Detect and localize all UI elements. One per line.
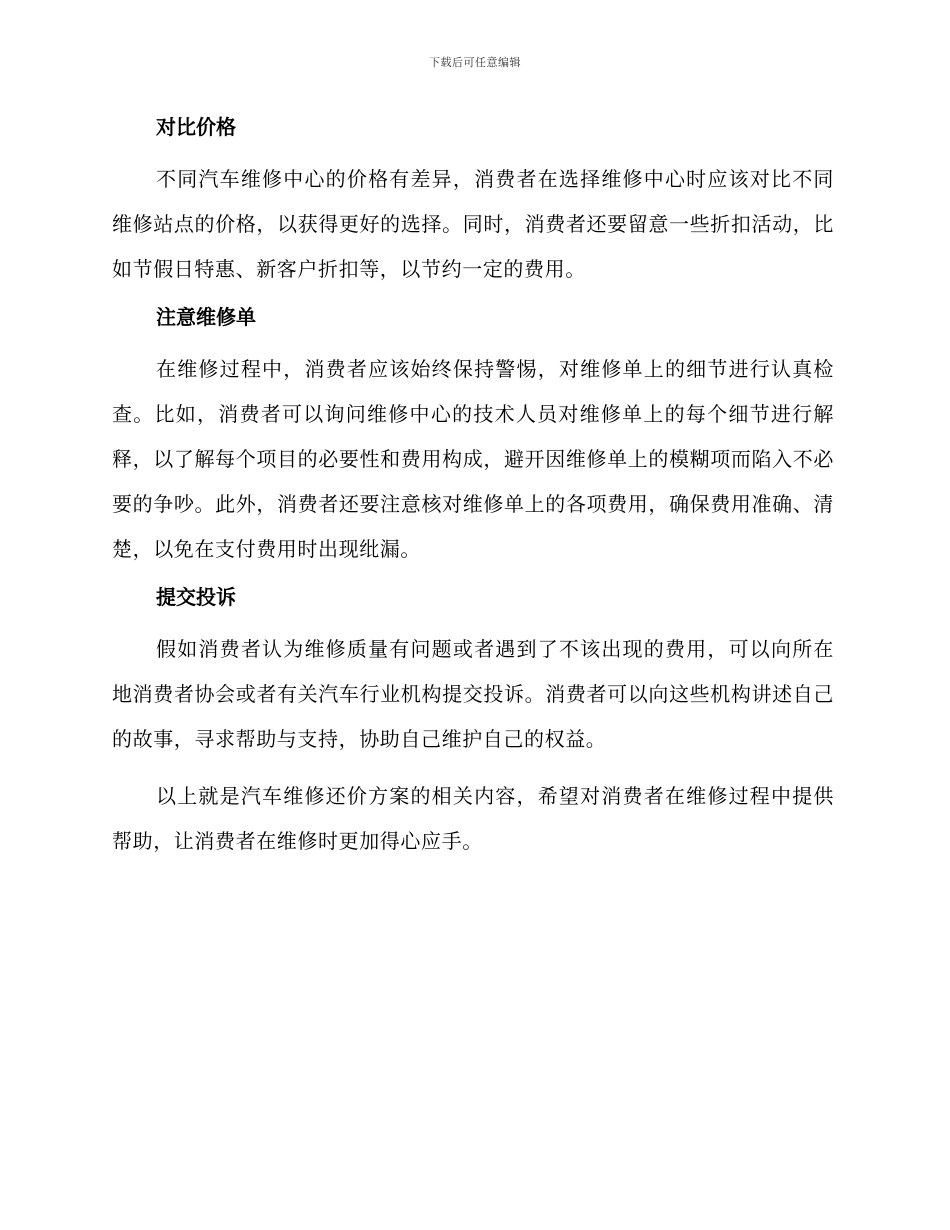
section-paragraph-compare-prices: 不同汽车维修中心的价格有差异，消费者在选择维修中心时应该对比不同维修站点的价格，以获得更好的选择。同时，消费者还要留意一些折扣活动，比如节假日特惠、新客户折扣等，以节约一定的费用。 [112,167,834,281]
document-body [112,112,834,874]
section-title-complaint: 提交投诉 [156,585,236,609]
section-title-repair-order: 注意维修单 [156,305,256,329]
page-header: 下载后可任意编辑 [429,56,521,69]
section-paragraph-complaint: 假如消费者认为维修质量有问题或者遇到了不该出现的费用，可以向所在地消费者协会或者有关汽车行业机构提交投诉。消费者可以向这些机构讲述自己的故事，寻求帮助与支持，协助自己维护自己的权益。 [112,637,834,751]
conclusion-paragraph: 以上就是汽车维修还价方案的相关内容，希望对消费者在维修过程中提供帮助，让消费者在维修时更加得心应手。 [112,784,834,853]
section-paragraph-repair-order: 在维修过程中，消费者应该始终保持警惕，对维修单上的细节进行认真检查。比如，消费者可以询问维修中心的技术人员对维修单上的每个细节进行解释，以了解每个项目的必要性和费用构成，避开因维修单上的模糊项而陷入不必要的争吵。此外，消费者还要注意核对维修单上的各项费用，确保费用准确、清楚，以免在支付费用时出现纰漏。 [112,357,834,561]
section-title-compare-prices: 对比价格 [156,115,236,139]
